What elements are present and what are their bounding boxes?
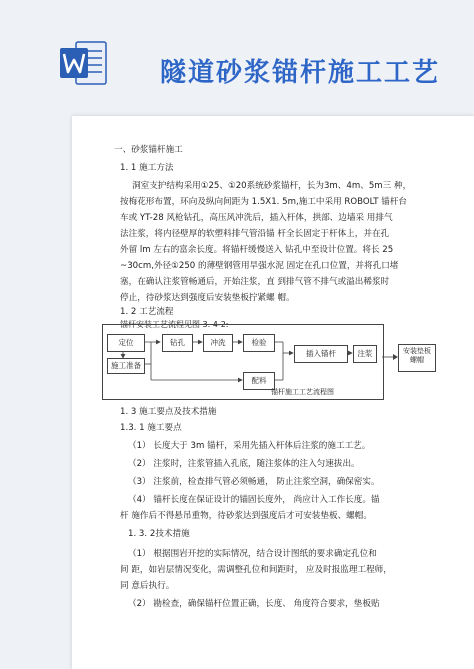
flow-arrow-to-anzhuang — [382, 352, 399, 362]
header-banner — [0, 0, 474, 98]
heading-1-3: 1. 3 施工要点及技术措施 — [120, 407, 217, 417]
paragraph-line: 塞，在确认注浆管畅通后，开始注浆，直 到排气管不排气或溢出稀浆时 — [120, 277, 390, 287]
flowchart-caption: 锚杆施工工艺流程图 — [271, 388, 334, 396]
heading-1-3-2: 1. 3. 2技术措施 — [128, 529, 190, 539]
list-item: （1） 长度大于 3m 锚杆，采用先插入杆体后注浆的施工工艺。 — [128, 441, 371, 451]
flow-box-jianyan: 检验 — [243, 334, 275, 352]
flow-box-zhunbei: 施工准备 — [107, 358, 145, 374]
heading-1-1: 1. 1 施工方法 — [120, 163, 174, 173]
paragraph-line: 法注浆，将内径壁厚的软塑料排气管沿锚 杆全长固定于杆体上，并在孔 — [120, 229, 390, 239]
flow-box-charu: 插入锚杆 — [294, 345, 348, 363]
paragraph-line: 同 意后执行。 — [120, 581, 175, 591]
word-icon — [58, 38, 108, 88]
heading-1-3-1: 1.3. 1 施工要点 — [120, 423, 182, 433]
list-item: （4） 锚杆长度在保证设计的锚固长度外， 尚应计入工作长度。锚 — [128, 495, 380, 505]
paragraph-line: 停止，待砂浆达到强度后安装垫板拧紧螺 帽。 — [120, 293, 295, 303]
flow-box-peiliao: 配料 — [243, 372, 275, 390]
paragraph-line: 车或 YT-28 风枪钻孔，高压风冲洗后，插入杆体，拱部、边墙采 用排气 — [120, 213, 393, 223]
list-item: （2） 注浆时，注浆管插入孔底，随注浆体的注入匀速拔出。 — [128, 459, 360, 469]
flow-box-zhujiang: 注浆 — [353, 345, 377, 363]
flow-box-zuankong: 钻孔 — [162, 334, 193, 352]
list-item: （1） 根据围岩开挖的实际情况，结合设计图纸的要求确定孔位和 — [128, 549, 377, 559]
document-page — [72, 116, 474, 669]
flow-box-anzhuang: 安装垫板螺帽 — [398, 344, 436, 372]
flowchart — [102, 324, 384, 400]
list-item: （2） 勘检查，确保锚杆位置正确，长度、 角度符合要求，垫板贴 — [128, 599, 380, 609]
paragraph-line: 洞室支护结构采用①25、①20系统砂浆锚杆，长为3m、4m、5m三 种， — [132, 181, 412, 191]
paragraph-line: 按梅花形布置，环向及纵向间距为 1.5X1. 5m,施工中采用 ROBOLT 锚杆台 — [120, 197, 408, 207]
flow-box-dingwei: 定位 — [107, 334, 145, 352]
paragraph-line: 间 距，如岩层情况变化，需调整孔位和间距时， 应及时报监理工程师， — [120, 565, 392, 575]
heading-section-1: 一、砂浆锚杆施工 — [114, 145, 183, 155]
paragraph-line: 杆 施作后不得悬吊重物，待砂浆达到强度后才可安装垫板、螺帽。 — [120, 511, 372, 521]
list-item: （3） 注浆前，检查排气管必须畅通， 防止注浆空洞，确保密实。 — [128, 477, 380, 487]
paragraph-line: ~30cm,外径①250 的薄壁钢管用旱强水泥 固定在孔口位置，并将孔口堵 — [120, 261, 399, 271]
paragraph-line: 锚杆安装工艺流程见图 3. 4-2: — [120, 320, 229, 329]
document-title: 隧道砂浆锚杆施工工艺 — [160, 58, 441, 88]
flow-box-chongxi: 冲洗 — [203, 334, 233, 352]
paragraph-line: 外留 lm 左右的富余长度。将锚杆缓慢送入 钻孔中至设计位置。将长 25 — [120, 245, 394, 255]
heading-1-2: 1. 2 工艺流程 — [120, 307, 174, 317]
